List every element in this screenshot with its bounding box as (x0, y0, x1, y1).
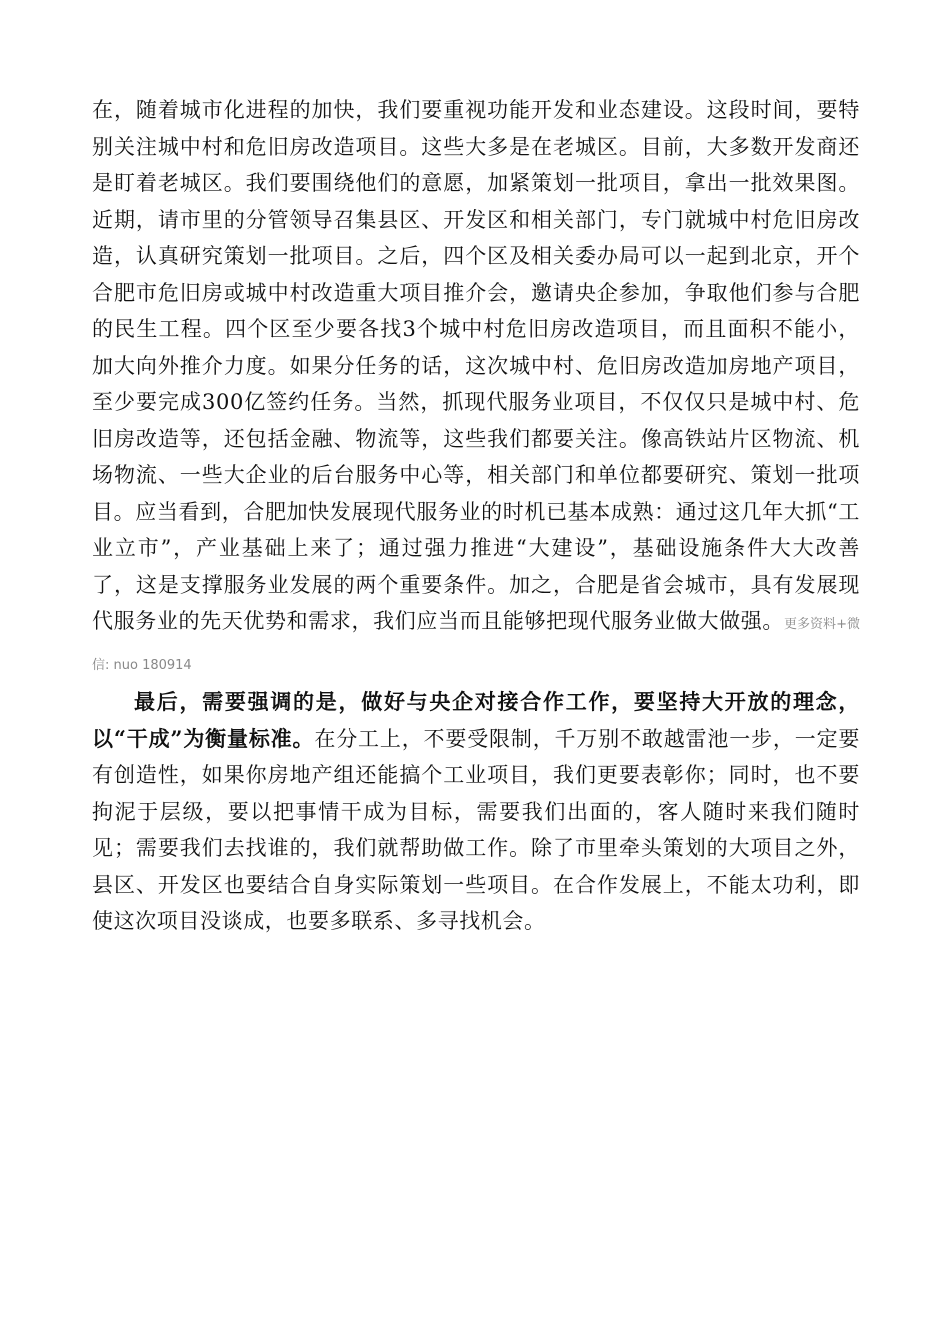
paragraph-2-bold-lead: 最后，需要强调的是，做好与央企对接合作工作，要坚持大开放的理念，以“干成”为衡量标准。 (92, 689, 860, 751)
document-page (92, 92, 860, 940)
paragraph-2-text: 在分工上，不要受限制，千万别不敢越雷池一步，一定要有创造性，如果你房地产组还能搞个工业项目，我们更要表彰你；同时，也不要拘泥于层级，要以把事情干成为目标，需要我们出面的，客人随时来我们随时见；需要我们去找谁的，我们就帮助做工作。除了市里牵头策划的大项目之外，县区、开发区也要结合自身实际策划一些项目。在合作发展上，不能太功利，即使这次项目没谈成，也要多联系、多寻找机会。 (92, 726, 861, 933)
paragraph-1 (92, 92, 860, 684)
watermark-text: 更多资料+微信: nuo 180914 (92, 617, 860, 673)
paragraph-1-text: 在，随着城市化进程的加快，我们要重视功能开发和业态建设。这段时间，要特别关注城中村和危旧房改造项目。这些大多是在老城区。目前，大多数开发商还是盯着老城区。我们要围绕他们的意愿，加紧策划一批项目，拿出一批效果图。近期，请市里的分管领导召集县区、开发区和相关部门，专门就城中村危旧房改造，认真研究策划一批项目。之后，四个区及相关委办局可以一起到北京，开个合肥市危旧房或城中村改造重大项目推介会，邀请央企参加，争取他们参与合肥的民生工程。四个区至少要各找3个城中村危旧房改造项目，而且面积不能小，加大向外推介力度。如果分任务的话，这次城中村、危旧房改造加房地产项目，至少要完成300亿签约任务。当然，抓现代服务业项目，不仅仅只是城中村、危旧房改造等，还包括金融、物流等，这些我们都要关注。像高铁站片区物流、机场物流、一些大企业的后台服务中心等，相关部门和单位都要研究、策划一批项目。应当看到，合肥加快发展现代服务业的时机已基本成熟：通过这几年大抓“工业立市”，产业基础上来了；通过强力推进“大建设”，基础设施条件大大改善了，这是支撑服务业发展的两个重要条件。加之，合肥是省会城市，具有发展现代服务业的先天优势和需求，我们应当而且能够把现代服务业做大做强。 (92, 98, 860, 633)
paragraph-2 (92, 684, 860, 940)
